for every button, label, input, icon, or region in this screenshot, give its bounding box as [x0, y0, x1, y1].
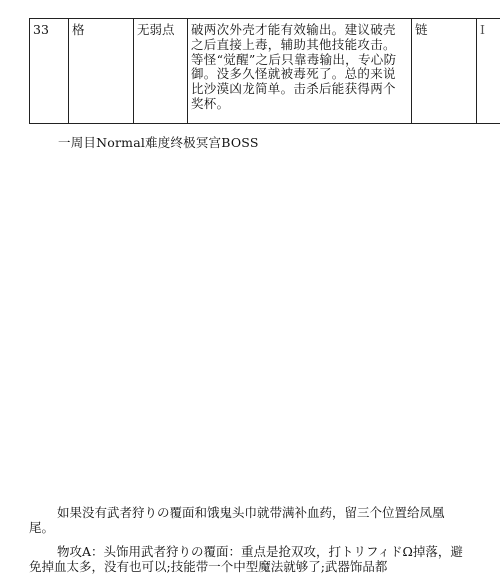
- extra-cell: I: [477, 19, 500, 124]
- boss-name-cell: 格: [69, 19, 134, 124]
- link-cell: 链: [412, 19, 477, 124]
- strategy-cell: 破两次外壳才能有效输出。建议破壳之后直接上毒，辅助其他技能攻击。等怪“觉醒”之后只靠毒输出，专心防御。没多久怪就被毒死了。总的来说比沙漠凶龙简单。击杀后能获得两个奖杯。: [188, 19, 412, 124]
- paragraph-potions: 如果没有武者狩りの覆面和饿鬼头巾就带满补血药，留三个位置给凤凰尾。: [29, 505, 467, 535]
- paragraph-physical-attack: 物攻A：头饰用武者狩りの覆面：重点是抢双攻，打トリフィドΩ掉落，避免掉血太多，没有也可以;技能带一个中型魔法就够了;武器饰品都: [29, 544, 467, 574]
- boss-table-fragment: [29, 18, 500, 124]
- weakness-cell: 无弱点: [134, 19, 188, 124]
- row-number-cell: 33: [30, 19, 69, 124]
- table-row: [30, 19, 500, 124]
- image-caption: 一周目Normal难度终极冥宫BOSS: [58, 133, 259, 151]
